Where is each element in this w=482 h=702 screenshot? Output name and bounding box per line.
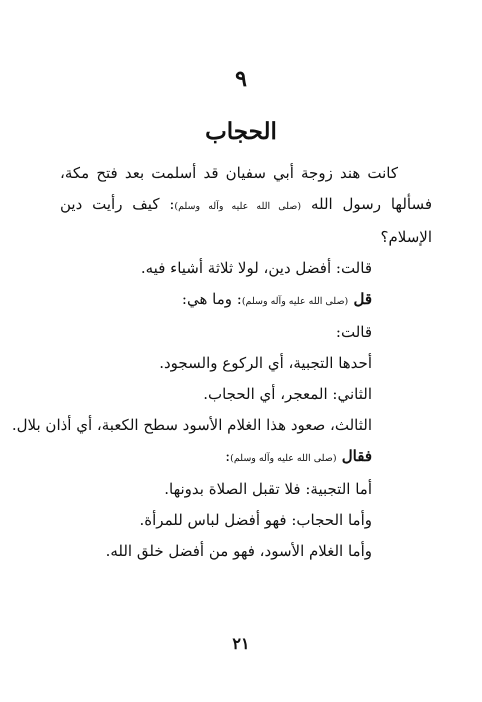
chapter-body	[11, 158, 433, 567]
paragraph-question	[52, 284, 372, 317]
he-said-colon: :	[225, 447, 231, 465]
paragraph-first-thing: أحدها التجبية، أي الركوع والسجود.	[159, 354, 372, 372]
intro-text: كانت هند زوجة أبي سفيان قد أسلمت بعد فتح مكة، فسألها رسول الله	[60, 164, 433, 213]
chapter-number: ٩	[235, 66, 247, 92]
paragraph-answer-hijab: وأما الحجاب: فهو أفضل لباس للمرأة.	[139, 511, 372, 529]
paragraph-intro	[60, 158, 432, 253]
question-lead: قل	[348, 290, 372, 308]
chapter-title: الحجاب	[205, 118, 277, 145]
intro-question: : كيف رأيت دين الإسلام؟	[60, 195, 432, 246]
honorific: (صلى الله عليه وآله وسلم)	[241, 296, 349, 307]
he-said-lead: فقال	[336, 447, 372, 465]
paragraph-he-said	[52, 441, 372, 474]
paragraph-second-thing: الثاني: المعجر، أي الحجاب.	[203, 385, 372, 403]
honorific: (صلى الله عليه وآله وسلم)	[230, 453, 337, 464]
page-number: ٢١	[232, 634, 250, 653]
honorific: (صلى الله عليه وآله وسلم)	[174, 201, 302, 212]
question-text: : وما هي:	[181, 290, 242, 308]
paragraph-she-said: قالت:	[335, 323, 372, 341]
paragraph-reply: قالت: أفضل دين، لولا ثلاثة أشياء فيه.	[140, 259, 372, 277]
paragraph-answer-bilal: وأما الغلام الأسود، فهو من أفضل خلق الله.	[105, 542, 372, 560]
paragraph-third-thing: الثالث، صعود هذا الغلام الأسود سطح الكعبة، أي أذان بلال.	[11, 416, 372, 434]
paragraph-answer-prayer: أما التجبية: فلا تقبل الصلاة بدونها.	[164, 480, 372, 498]
